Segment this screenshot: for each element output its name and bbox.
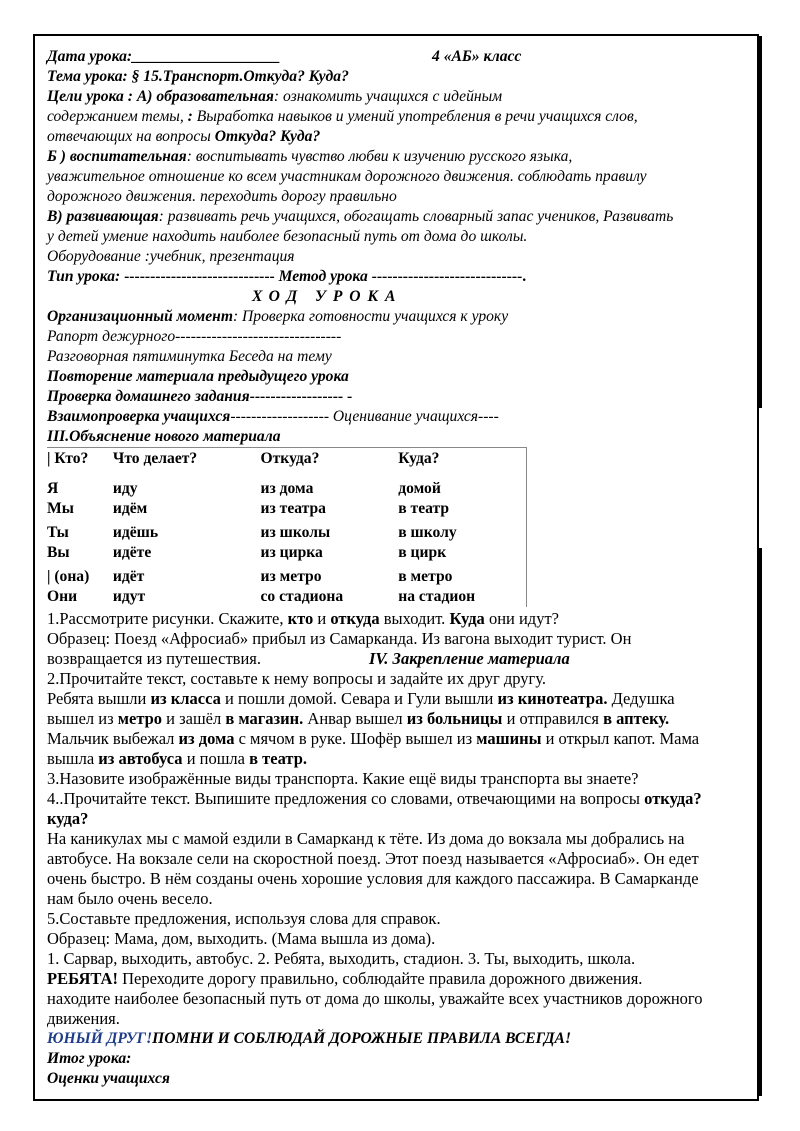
goal-a-line2 bbox=[47, 107, 757, 127]
table-row bbox=[47, 587, 527, 607]
ex2-text: и открыл капот. Мама bbox=[541, 729, 700, 748]
ex4-text: 4..Прочитайте текст. Выпишите предложения со словами, отвечающими на вопросы bbox=[47, 789, 645, 808]
date-label: Дата урока: bbox=[47, 48, 133, 65]
ex2-text: Ребята вышли bbox=[47, 689, 151, 708]
slogan-text: ПОМНИ И СОБЛЮДАЙ ДОРОЖНЫЕ ПРАВИЛА ВСЕГДА! bbox=[152, 1030, 572, 1047]
ex1-text: 1.Рассмотрите рисунки. Скажите, bbox=[47, 609, 288, 628]
homework-dashes: ------------------ - bbox=[249, 388, 353, 405]
ex2-bold: из класса bbox=[150, 689, 221, 708]
goal-b-text1: : воспитывать чувство любви к изучению русского языка, bbox=[186, 148, 573, 165]
advice-line2: находите наиболее безопасный путь от дома до школы, уважайте всех участников дорожного bbox=[47, 989, 703, 1008]
advice-line3: движения. bbox=[47, 1009, 120, 1028]
ex2-line2 bbox=[47, 709, 757, 729]
explain-line: III.Объяснение нового материала bbox=[47, 428, 281, 445]
table-cell: из цирка bbox=[260, 544, 323, 561]
ex2-text: и пошли домой. Севара и Гули вышли bbox=[220, 689, 498, 708]
goal-b-line1 bbox=[47, 147, 757, 167]
ex4-p3: очень быстро. В нём созданы очень хорошие условия для каждого пассажира. В Самарканде bbox=[47, 869, 699, 888]
topic-line bbox=[47, 67, 757, 87]
ex2-line3 bbox=[47, 729, 757, 749]
ex1-sample1: Образец: Поезд «Афросиаб» прибыл из Самарканда. Из вагона выходит турист. Он bbox=[47, 629, 632, 648]
ex2-bold: из больницы bbox=[406, 709, 503, 728]
org-line bbox=[47, 307, 757, 327]
ex1-kuda: Куда bbox=[449, 609, 485, 628]
th-what: Что делает? bbox=[113, 448, 261, 472]
advice-line1 bbox=[47, 969, 757, 989]
goal-a-text1: : ознакомить учащихся с идейным bbox=[273, 88, 503, 105]
table-cell: идёт bbox=[112, 568, 145, 585]
ex1-text: и bbox=[313, 609, 331, 628]
table-cell: идёте bbox=[112, 544, 152, 561]
report-line: Рапорт дежурного-------------------------------- bbox=[47, 328, 342, 345]
th-from: Откуда? bbox=[261, 448, 399, 472]
slogan-friend: ЮНЫЙ ДРУГ! bbox=[47, 1030, 153, 1047]
type-dashes1: ----------------------------- bbox=[120, 268, 279, 285]
right-bar-top bbox=[757, 36, 762, 408]
method-label: Метод урока bbox=[278, 268, 368, 285]
goal-c-line1 bbox=[47, 207, 757, 227]
table-cell: Они bbox=[47, 588, 78, 605]
ex2-bold: в театр. bbox=[249, 749, 308, 768]
table-cell: в метро bbox=[398, 567, 526, 587]
repeat-line: Повторение материала предыдущего урока bbox=[47, 368, 349, 385]
table-cell: иду bbox=[112, 480, 138, 497]
table-cell: из театра bbox=[260, 500, 326, 517]
homework-label: Проверка домашнего задания bbox=[47, 388, 250, 405]
org-label: Организационный момент bbox=[47, 308, 233, 325]
ex1-kto: кто bbox=[287, 609, 314, 628]
ex2-text: Дедушка bbox=[607, 689, 675, 708]
ex2-text: вышла bbox=[47, 749, 99, 768]
ex2-bold: из кинотеатра. bbox=[497, 689, 608, 708]
table-cell: со стадиона bbox=[260, 588, 344, 605]
ex2-text: с мячом в руке. Шофёр вышел из bbox=[234, 729, 477, 748]
table-cell: из школы bbox=[260, 524, 331, 541]
ex2-text: Мальчик выбежал bbox=[47, 729, 179, 748]
goal-b-line2: уважительное отношение ко всем участникам дорожного движения. соблюдать правилу bbox=[47, 168, 647, 185]
ex2-title: 2.Прочитайте текст, составьте к нему вопросы и задайте их друг другу. bbox=[47, 669, 547, 688]
table-cell: идём bbox=[112, 500, 148, 517]
mutual-text: ------------------- Оценивание учащихся---- bbox=[230, 408, 499, 425]
table-cell: из дома bbox=[260, 480, 314, 497]
goal-a-colon: : bbox=[187, 108, 197, 125]
ex1-sample2-line bbox=[47, 649, 757, 669]
goal-a-text2: содержанием темы, bbox=[47, 108, 188, 125]
ex2-line4 bbox=[47, 749, 757, 769]
ex4-q2: куда? bbox=[47, 809, 89, 828]
homework-line bbox=[47, 387, 757, 407]
goal-a-text4: отвечающих на вопросы bbox=[47, 128, 215, 145]
th-to: Куда? bbox=[398, 448, 526, 472]
goal-a-line3 bbox=[47, 127, 757, 147]
table-cell: Вы bbox=[47, 544, 70, 561]
course-title bbox=[47, 287, 757, 307]
table-cell: в школу bbox=[398, 523, 526, 543]
table-row bbox=[47, 479, 527, 499]
consolidate-heading: IV. Закрепление материала bbox=[369, 649, 570, 668]
course-title-text: ХОД УРОКА bbox=[252, 288, 403, 305]
goal-b-line3: дорожного движения. переходить дорогу правильно bbox=[47, 188, 397, 205]
goal-c-text1: : развивать речь учащихся, обогащать словарный запас учеников, Развивать bbox=[158, 208, 674, 225]
type-line bbox=[47, 267, 757, 287]
ex2-bold: машины bbox=[476, 729, 542, 748]
type-label: Тип урока: bbox=[47, 268, 121, 285]
ex2-line1 bbox=[47, 689, 757, 709]
ex2-text: вышел из bbox=[47, 709, 118, 728]
table-cell: в театр bbox=[398, 499, 526, 519]
ex2-bold: в магазин. bbox=[225, 709, 304, 728]
ex5-items: 1. Сарвар, выходить, автобус. 2. Ребята, выходить, стадион. 3. Ты, выходить, школа. bbox=[47, 949, 636, 968]
table-cell: | (она) bbox=[47, 568, 90, 585]
goal-a-text3: Выработка навыков и умений употребления в речи учащихся слов, bbox=[196, 108, 638, 125]
table-cell: в цирк bbox=[398, 543, 526, 563]
table-cell: Я bbox=[47, 480, 59, 497]
table-cell: из метро bbox=[260, 568, 322, 585]
table-row bbox=[47, 499, 527, 519]
talk-line: Разговорная пятиминутка Беседа на тему bbox=[47, 348, 332, 365]
topic-value: § 15.Транспорт.Откуда? Куда? bbox=[127, 68, 349, 85]
right-bar-bottom bbox=[757, 548, 762, 1096]
ex2-bold: метро bbox=[117, 709, 163, 728]
ex5-sample: Образец: Мама, дом, выходить. (Мама вышла из дома). bbox=[47, 929, 436, 948]
advice-text: Переходите дорогу правильно, соблюдайте правила дорожного движения. bbox=[117, 969, 643, 988]
th-who: | Кто? bbox=[47, 448, 113, 472]
class-label: 4 «АБ» класс bbox=[432, 48, 522, 65]
summary-line: Итог урока: bbox=[47, 1050, 132, 1067]
table-header-row bbox=[47, 448, 527, 472]
table-row bbox=[47, 567, 527, 587]
org-text: : Проверка готовности учащихся к уроку bbox=[232, 308, 509, 325]
conjugation-table bbox=[47, 447, 527, 607]
table-cell: Мы bbox=[47, 500, 74, 517]
goal-b-label: Б ) воспитательная bbox=[47, 148, 187, 165]
goal-c-line2: у детей умение находить наиболее безопасный путь от дома до школы. bbox=[47, 228, 528, 245]
exercises bbox=[47, 609, 757, 1029]
advice-label: РЕБЯТА! bbox=[47, 969, 118, 988]
table-row bbox=[47, 523, 527, 543]
ex2-text: и пошла bbox=[182, 749, 250, 768]
slogan-line bbox=[47, 1029, 757, 1049]
ex4-p2: автобусе. На вокзале сели на скоростной поезд. Этот поезд называется «Афросиаб». Он едет bbox=[47, 849, 699, 868]
ex1-sample2: возвращается из путешествия. bbox=[47, 649, 262, 668]
table-cell: идёшь bbox=[112, 524, 159, 541]
ex1-line bbox=[47, 609, 757, 629]
table-cell: идут bbox=[112, 588, 146, 605]
date-line bbox=[47, 47, 757, 67]
topic-label: Тема урока: bbox=[47, 68, 128, 85]
goal-a-label: Цели урока : А) образовательная bbox=[47, 88, 274, 105]
ex2-bold: из автобуса bbox=[98, 749, 183, 768]
ex4-p4: нам было очень весело. bbox=[47, 889, 213, 908]
ex2-bold: в аптеку. bbox=[603, 709, 670, 728]
table-cell: на стадион bbox=[398, 587, 526, 607]
mutual-line bbox=[47, 407, 757, 427]
ex4-p1: На каникулах мы с мамой ездили в Самарканд к тёте. Из дома до вокзала мы добрались на bbox=[47, 829, 685, 848]
ex5-title: 5.Составьте предложения, используя слова для справок. bbox=[47, 909, 441, 928]
table-row bbox=[47, 543, 527, 563]
equipment-line: Оборудование :учебник, презентация bbox=[47, 248, 295, 265]
ex1-text: они идут? bbox=[484, 609, 559, 628]
ex2-text: и отправился bbox=[502, 709, 604, 728]
date-blank: ___________________ bbox=[132, 48, 281, 65]
table-cell: Ты bbox=[47, 524, 69, 541]
ex1-text: выходит. bbox=[379, 609, 450, 628]
mutual-label: Взаимопроверка учащихся bbox=[47, 408, 231, 425]
lesson-plan bbox=[47, 47, 757, 1089]
type-dashes2: -----------------------------. bbox=[367, 268, 527, 285]
ex2-text: и зашёл bbox=[162, 709, 226, 728]
ex2-text: Анвар вышел bbox=[303, 709, 407, 728]
ex4-q1: откуда? bbox=[644, 789, 702, 808]
goal-a-questions: Откуда? Куда? bbox=[214, 128, 321, 145]
ex1-otkuda: откуда bbox=[330, 609, 380, 628]
grades-line: Оценки учащихся bbox=[47, 1070, 170, 1087]
ex2-bold: из дома bbox=[178, 729, 235, 748]
ex4-line1 bbox=[47, 789, 757, 809]
table-cell: домой bbox=[398, 479, 526, 499]
goal-a-line1 bbox=[47, 87, 757, 107]
ex3-line: 3.Назовите изображённые виды транспорта. Какие ещё виды транспорта вы знаете? bbox=[47, 769, 639, 788]
goal-c-label: В) развивающая bbox=[47, 208, 159, 225]
